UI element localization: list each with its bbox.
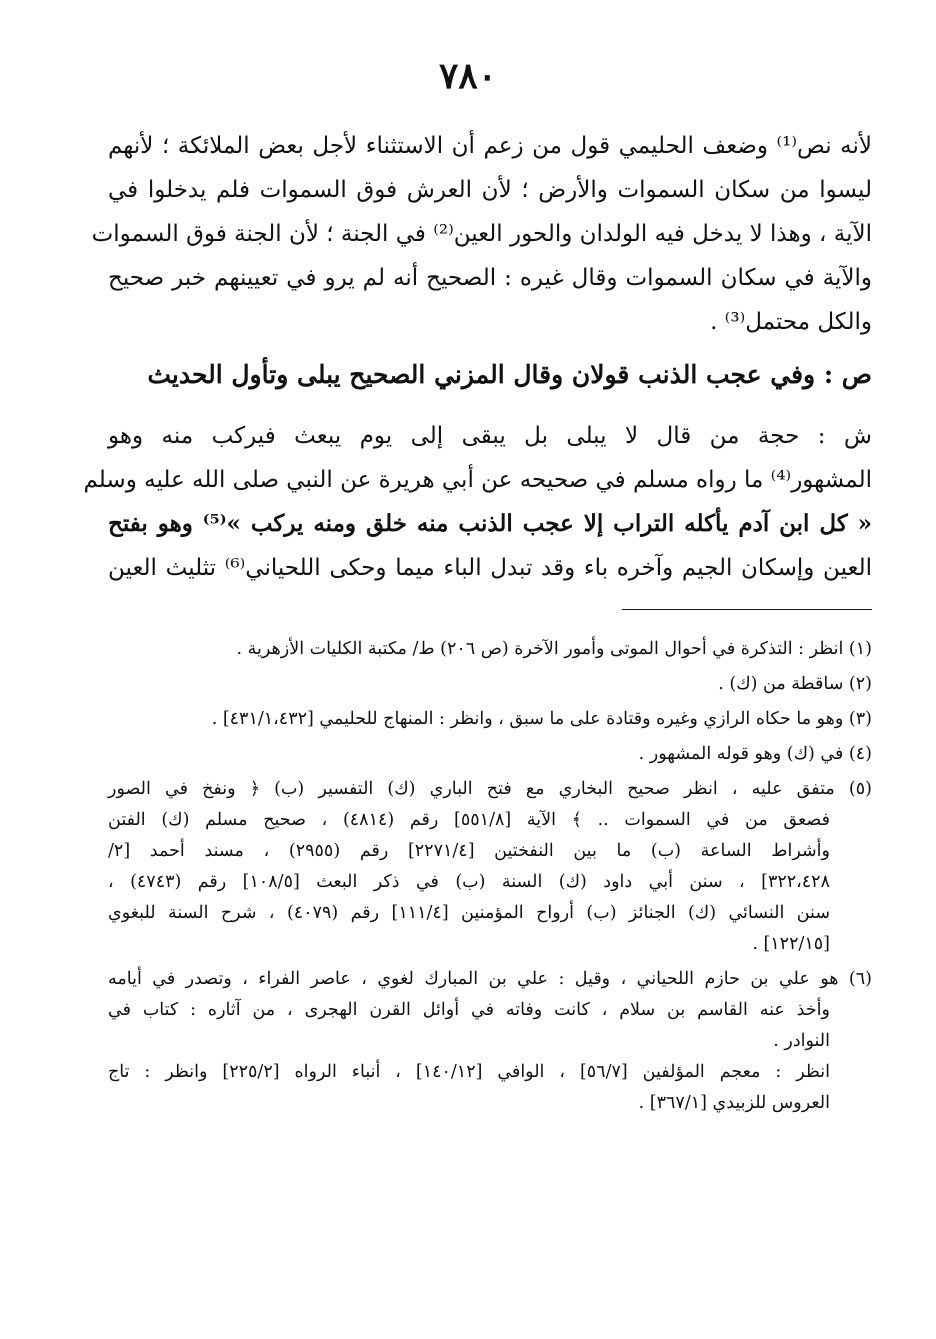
footnote-2: (٢) ساقطة من (ك) . (718, 674, 872, 694)
footnote-6-line: العروس للزبيدي [٣٦٧/١] . (638, 1093, 830, 1113)
footnote-3: (٣) وهو ما حكاه الرازي وغيره وقتادة على ما سبق ، وانظر : المنهاج للحليمي [٤٣١/١،٤٣٢] . (211, 709, 872, 729)
paragraph-2-line: المشهور⁽⁴⁾ ما رواه مسلم في صحيحه عن أبي هريرة عن النبي صلى الله عليه وسلم (83, 467, 872, 493)
paragraph-1-line: الآية ، وهذا لا يدخل فيه الولدان والحور العين⁽²⁾ في الجنة ؛ لأن الجنة فوق السموات (91, 221, 872, 247)
footnote-5-line: [١٢٢/١٥] . (752, 934, 830, 954)
paragraph-1-line: لأنه نص⁽¹⁾ وضعف الحليمي قول من زعم أن الاستثناء لأجل بعض الملائكة ؛ لأنهم (108, 133, 873, 159)
paragraph-1 (91, 124, 873, 344)
paragraph-2-line: ش : حجة من قال لا يبلى بل يبقى إلى يوم يبعث فيركب منه وهو (108, 423, 872, 449)
section-heading: ص : وفي عجب الذنب قولان وقال المزني الصحيح يبلى وتأول الحديث (147, 360, 872, 389)
paragraph-1-line: ليسوا من سكان السموات والأرض ؛ لأن العرش فوق السموات فلم يدخلوا في (108, 177, 872, 203)
footnote-4: (٤) في (ك) وهو قوله المشهور . (638, 744, 872, 764)
paragraph-2 (83, 414, 872, 590)
footnote-5-line: وأشراط الساعة (ب) ما بين النفختين [٢٢٧١/٤] رقم (٢٩٥٥) ، مسند أحمد [٢/ (108, 841, 830, 861)
footnote-5-line: سنن النسائي (ك) الجنائز (ب) أرواح المؤمنين [١١١/٤] رقم (٤٠٧٩) ، شرح السنة للبغوي (108, 903, 831, 923)
footnote-6-line: وأخذ عنه القاسم بن سلام ، كانت وفاته في أوائل القرن الهجرى ، من آثاره : كتاب في (108, 1000, 830, 1020)
footnote-1: (١) انظر : التذكرة في أحوال الموتى وأمور الآخرة (ص ٢٠٦) ط/ مكتبة الكليات الأزهرية . (236, 639, 872, 659)
footnote-5-line: (٥) متفق عليه ، انظر صحيح البخاري مع فتح الباري (ك) التفسير (ب) ﴿ ونفخ في الصور (108, 779, 872, 799)
footnote-5-line: فصعق من في السموات .. ﴾ الآية [٥٥١/٨] رقم (٤٨١٤) ، صحيح مسلم (ك) الفتن (108, 810, 830, 830)
page-number: ٧٨٠ (438, 55, 497, 97)
footnote-5-line: ٣٢٢،٤٢٨] ، سنن أبي داود (ك) السنة (ب) في ذكر البعث [١٠٨/٥] رقم (٤٧٤٣) ، (108, 872, 830, 892)
footnotes (108, 634, 872, 1119)
hadith-quote-line: « كل ابن آدم يأكله التراب إلا عجب الذنب منه خلق ومنه يركب »⁽⁵⁾ وهو بفتح (108, 510, 872, 537)
footnote-6-line: النوادر . (773, 1031, 830, 1051)
footnote-6-line: (٦) هو علي بن حازم اللحياني ، وقيل : علي بن المبارك لغوي ، عاصر الفراء ، وتصدر في أيامه (108, 969, 872, 989)
paragraph-1-line: والآية في سكان السموات وقال غيره : الصحيح أنه لم يرو في تعيينهم خبر صحيح (108, 265, 872, 291)
paragraph-2-line: العين وإسكان الجيم وآخره باء وقد تبدل الباء ميما وحكى اللحياني⁽⁶⁾ تثليث العين (108, 555, 872, 581)
paragraph-1-line: والكل محتمل⁽³⁾ . (710, 309, 872, 335)
footnote-6-line: انظر : معجم المؤلفين [٥٦/٧] ، الوافي [١٤٠/١٢] ، أنباء الرواه [٢٢٥/٢] وانظر : تاج (108, 1062, 831, 1082)
footnote-separator (622, 609, 872, 610)
